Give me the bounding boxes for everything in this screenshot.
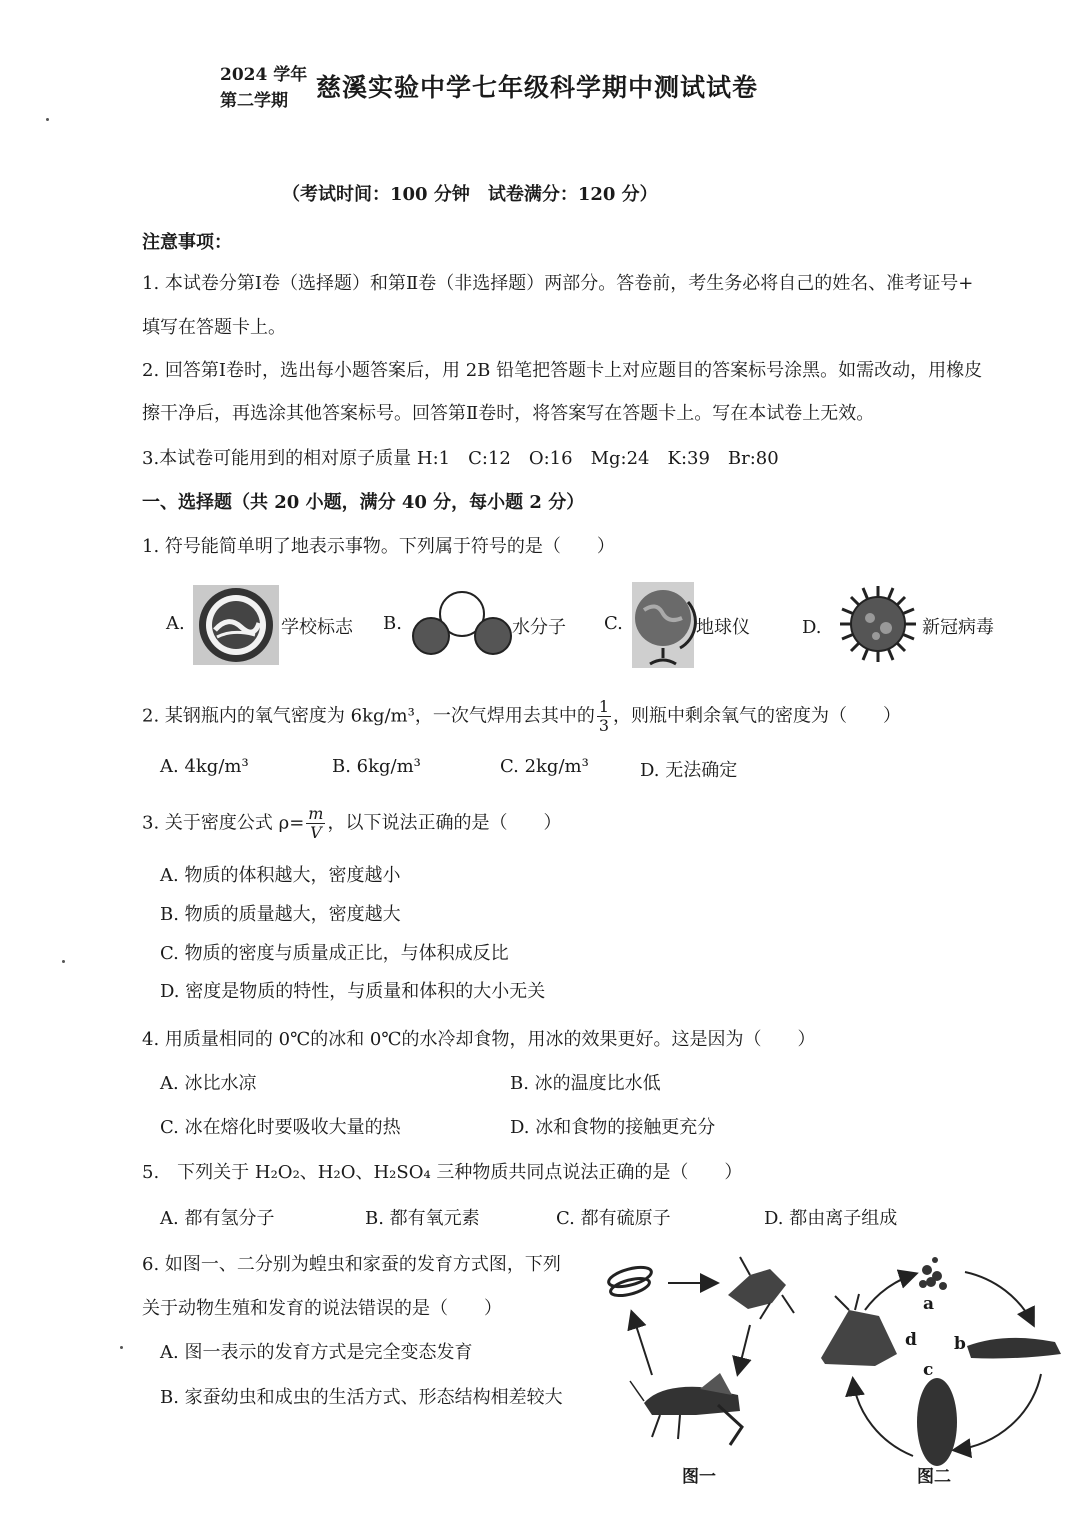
q5-option-d: D. 都由离子组成 — [764, 1208, 898, 1229]
figure-1-caption: 图一 — [682, 1467, 716, 1487]
q4-stem: 4. 用质量相同的 0℃的冰和 0℃的水冷却食物，用冰的效果更好。这是因为（ ） — [142, 1029, 816, 1050]
notice-item-1-line-1: 1. 本试卷分第Ⅰ卷（选择题）和第Ⅱ卷（非选择题）两部分。答卷前，考生务必将自己的姓名、准考证号+ — [142, 273, 974, 294]
q1-option-d-text: 新冠病毒 — [922, 617, 994, 638]
q6-option-a: A. 图一表示的发育方式是完全变态发育 — [160, 1342, 473, 1363]
silkworm-moth-image — [821, 1294, 897, 1366]
exam-year: 2024 学年 — [220, 65, 308, 85]
q3-fraction-numerator: m — [308, 804, 324, 823]
q3-fraction — [306, 805, 325, 842]
school-logo-image — [193, 585, 279, 665]
q2-fraction-numerator: 1 — [598, 697, 610, 716]
q2-option-c: C. 2kg/m³ — [500, 756, 589, 777]
page-title: 慈溪实验中学七年级科学期中测试试卷 — [316, 73, 759, 102]
exam-year-term — [220, 62, 307, 114]
q3-stem-post: ，以下说法正确的是（ ） — [327, 812, 562, 834]
q1-stem: 1. 符号能简单明了地表示事物。下列属于符号的是（ ） — [142, 536, 615, 557]
q3-option-b: B. 物质的质量越大，密度越大 — [160, 904, 401, 925]
q5-option-a: A. 都有氢分子 — [160, 1208, 275, 1229]
silkworm-larva-image — [967, 1338, 1061, 1359]
q5-option-b: B. 都有氧元素 — [365, 1208, 480, 1229]
grasshopper-adult-image — [630, 1373, 742, 1445]
figure-1-grasshopper-cycle — [600, 1255, 800, 1465]
water-molecule-image — [412, 590, 512, 660]
notice-item-2-line-2: 擦干净后，再选涂其他答案标号。回答第Ⅱ卷时，将答案写在答题卡上。写在本试卷上无效。 — [142, 403, 875, 424]
exam-term: 第二学期 — [220, 91, 288, 111]
q4-option-d: D. 冰和食物的接触更充分 — [510, 1117, 716, 1138]
exam-info: （考试时间：100 分钟 试卷满分：120 分） — [282, 184, 658, 205]
notice-item-2-line-1: 2. 回答第Ⅰ卷时，选出每小题答案后，用 2B 铅笔把答题卡上对应题目的答案标号涂黑。如需改动，用橡皮 — [142, 360, 983, 381]
q6-stem-line-2: 关于动物生殖和发育的说法错误的是（ ） — [142, 1298, 502, 1319]
q2-option-b: B. 6kg/m³ — [332, 756, 421, 777]
globe-image — [632, 582, 694, 668]
q5-stem: 5. 下列关于 H₂O₂、H₂O、H₂SO₄ 三种物质共同点说法正确的是（ ） — [142, 1162, 743, 1183]
figure-2-caption: 图二 — [917, 1467, 951, 1487]
silkworm-pupa-image — [917, 1378, 957, 1466]
q2-stem-post: ，则瓶中剩余氧气的密度为（ ） — [613, 705, 902, 727]
notice-item-1-line-2: 填写在答题卡上。 — [142, 317, 286, 338]
silkworm-eggs-image — [919, 1257, 947, 1290]
q2-option-d: D. 无法确定 — [640, 760, 738, 781]
q1-option-c-letter: C. — [604, 613, 623, 634]
scan-speck — [62, 960, 65, 963]
q3-fraction-denominator: V — [310, 823, 322, 842]
q2-stem — [142, 698, 901, 735]
q2-fraction — [597, 698, 611, 735]
q3-stem — [142, 805, 561, 842]
figure-2-label-d: d — [905, 1330, 917, 1350]
arrow — [632, 1313, 652, 1375]
figure-2-silkworm-cycle — [815, 1250, 1075, 1480]
grasshopper-eggs-image — [607, 1264, 654, 1299]
q2-fraction-denominator: 3 — [598, 716, 610, 735]
q3-option-d: D. 密度是物质的特性，与质量和体积的大小无关 — [160, 981, 546, 1002]
q3-option-a: A. 物质的体积越大，密度越小 — [160, 865, 401, 886]
q6-stem-line-1: 6. 如图一、二分别为蝗虫和家蚕的发育方式图，下列 — [142, 1254, 561, 1275]
q2-stem-pre: 2. 某钢瓶内的氧气密度为 6kg/m³，一次气焊用去其中的 — [142, 705, 595, 727]
q1-option-b-letter: B. — [383, 613, 402, 634]
notice-heading: 注意事项： — [142, 232, 232, 253]
q3-option-c: C. 物质的密度与质量成正比，与体积成反比 — [160, 943, 509, 964]
q5-option-c: C. 都有硫原子 — [556, 1208, 671, 1229]
q4-option-c: C. 冰在熔化时要吸收大量的热 — [160, 1117, 401, 1138]
arrow — [738, 1325, 750, 1373]
q1-option-b-text: 水分子 — [512, 617, 566, 638]
grasshopper-nymph-image — [728, 1257, 794, 1319]
q1-option-c-text: 地球仪 — [696, 617, 750, 638]
q1-option-a-letter: A. — [166, 613, 185, 634]
q1-option-d-letter: D. — [802, 617, 822, 638]
scan-speck — [120, 1346, 123, 1349]
section-1-heading: 一、选择题（共 20 小题，满分 40 分，每小题 2 分） — [142, 492, 585, 513]
q4-option-a: A. 冰比水凉 — [160, 1073, 257, 1094]
q1-option-a-text: 学校标志 — [281, 617, 353, 638]
virus-image — [838, 584, 918, 664]
figure-2-label-c: c — [923, 1360, 934, 1380]
q6-option-b: B. 家蚕幼虫和成虫的生活方式、形态结构相差较大 — [160, 1387, 563, 1408]
q4-option-b: B. 冰的温度比水低 — [510, 1073, 661, 1094]
notice-item-3: 3.本试卷可能用到的相对原子质量 H:1 C:12 O:16 Mg:24 K:39 Br:80 — [142, 448, 779, 469]
figure-2-label-a: a — [923, 1294, 935, 1314]
q3-stem-pre: 3. 关于密度公式 ρ= — [142, 812, 305, 834]
scan-speck — [46, 118, 49, 121]
figure-2-label-b: b — [954, 1334, 966, 1354]
q2-option-a: A. 4kg/m³ — [160, 756, 249, 777]
